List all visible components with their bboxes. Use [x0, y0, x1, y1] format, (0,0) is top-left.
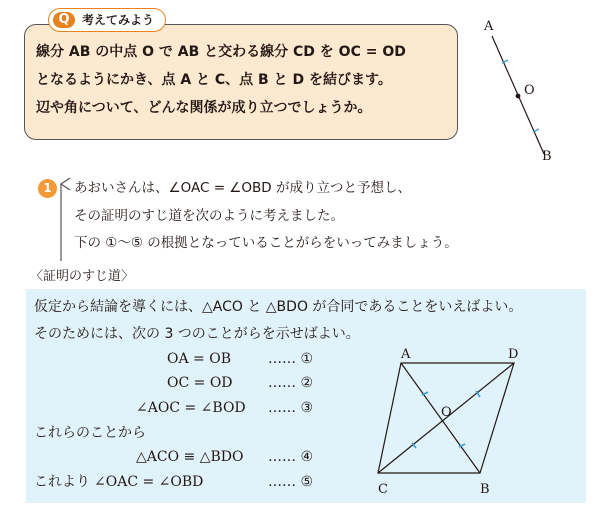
problem-line-1: あおいさんは、∠OAC = ∠OBD が成り立つと予想し、 [74, 180, 411, 196]
equation-5: ∠OAC = ∠OBD [94, 474, 204, 490]
proof-heading: 〈証明のすじ道〉 [30, 269, 135, 284]
problem-number-badge: 1 [38, 179, 57, 198]
label-a: A [484, 19, 494, 34]
label-b: B [542, 149, 552, 164]
question-badge: Q [53, 12, 75, 28]
label-b: B [480, 482, 490, 497]
label-d: D [508, 347, 519, 362]
label-o: O [441, 405, 452, 420]
label-o: O [524, 83, 535, 98]
label-c: C [378, 482, 388, 497]
question-line-2: となるようにかき、点 A と C、点 B と D を結びます。 [36, 72, 392, 88]
equation-4-mark: …… ④ [268, 449, 314, 465]
proof-final-prefix: これより [34, 474, 90, 490]
equation-4: △ACO ≡ △BDO [136, 449, 244, 465]
equation-2-mark: …… ② [268, 375, 314, 391]
point-o [516, 94, 521, 99]
equation-3: ∠AOC = ∠BOD [136, 400, 246, 416]
equation-3-mark: …… ③ [268, 400, 314, 416]
question-line-1: 線分 AB の中点 O で AB と交わる線分 CD を OC = OD [36, 44, 406, 60]
equation-1: OA = OB [167, 351, 231, 367]
problem-line-2: その証明のすじ道を次のように考えました。 [74, 208, 344, 224]
label-a: A [401, 347, 411, 362]
figure-two-triangles [368, 342, 568, 502]
equation-5-mark: …… ⑤ [268, 474, 314, 490]
proof-intro-1: 仮定から結論を導くには、△ACO と △BDO が合同であることをいえばよい。 [34, 299, 523, 315]
proof-mid: これらのことから [34, 425, 146, 441]
question-line-3: 辺や角について、どんな関係が成り立つでしょうか。 [36, 100, 372, 116]
figure-segment-ab [462, 14, 582, 164]
equation-2: OC = OD [167, 375, 233, 391]
equation-1-mark: …… ① [268, 351, 314, 367]
question-label: 考えてみよう [82, 13, 155, 27]
proof-intro-2: そのためには、次の 3 つのことがらを示せばよい。 [34, 326, 360, 342]
problem-line-3: 下の ①〜⑤ の根拠となっていることがらをいってみましょう。 [74, 235, 458, 251]
problem-bracket [58, 175, 72, 263]
